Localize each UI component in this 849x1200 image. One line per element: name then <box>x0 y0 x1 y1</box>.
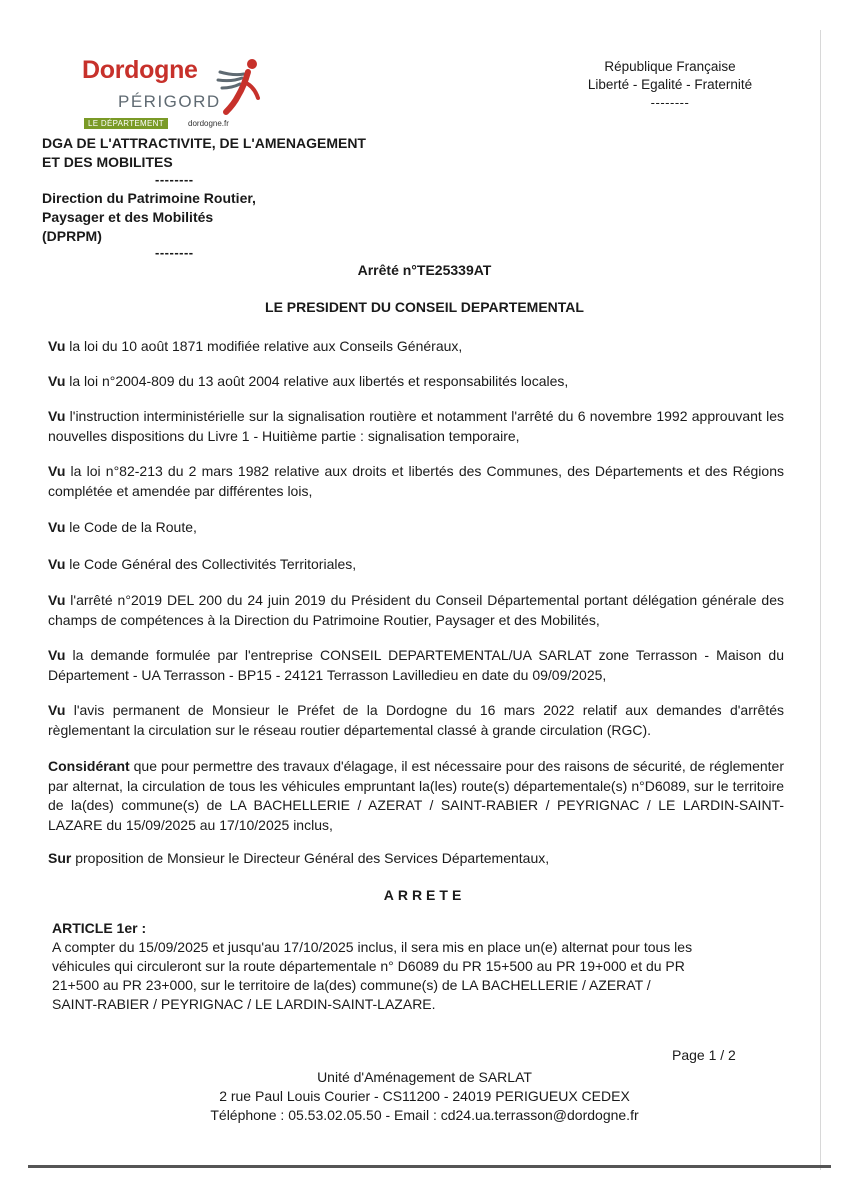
vu-paragraph <box>48 337 784 357</box>
bottom-rule <box>28 1165 831 1168</box>
dga-line-2: ET DES MOBILITES <box>42 154 173 170</box>
paragraph-lead: Vu <box>48 556 66 572</box>
vu-paragraph <box>48 518 784 538</box>
paragraph-lead: Considérant <box>48 758 130 774</box>
footer-unit: Unité d'Aménagement de SARLAT <box>317 1069 532 1085</box>
footer-address <box>0 1068 849 1125</box>
vu-paragraph <box>48 372 784 392</box>
paragraph-text: la loi n°82-213 du 2 mars 1982 relative aux droits et libertés des Communes, des Départements et des Régions complétée et amendée par différentes lois, <box>48 463 784 499</box>
paragraph-lead: Vu <box>48 373 66 389</box>
article-1-line: 21+500 au PR 23+000, sur le territoire de la(des) commune(s) de LA BACHELLERIE / AZERAT / <box>52 977 651 993</box>
paragraph-lead: Vu <box>48 647 66 663</box>
considerant-paragraph <box>48 757 784 835</box>
paragraph-text: la demande formulée par l'entreprise CONSEIL DEPARTEMENTAL/UA SARLAT zone Terrasson - Maison du Département - UA Terrasson - BP15 - 24121 Terrasson Lavilledieu en date du 09/09/2025, <box>48 647 784 683</box>
running-figure-icon <box>214 56 264 118</box>
republic-name: République Française <box>604 59 736 74</box>
arrete-heading: ARRETE <box>383 887 466 903</box>
article-1-line: A compter du 15/09/2025 et jusqu'au 17/10/2025 inclus, il sera mis en place un(e) alternat pour tous les <box>52 939 693 955</box>
vu-paragraph <box>48 555 784 575</box>
direction-line-3: (DPRPM) <box>42 228 102 244</box>
paragraph-text: l'arrêté n°2019 DEL 200 du 24 juin 2019 du Président du Conseil Départemental portant délégation générale des champs de compétences à la Direction du Patrimoine Routier, Paysager et des Mobilités, <box>48 592 784 628</box>
page-number: Page 1 / 2 <box>672 1047 736 1063</box>
separator-1: -------- <box>155 172 194 187</box>
paragraph-lead: Vu <box>48 408 66 424</box>
article-1-body <box>52 938 792 1014</box>
paragraph-lead: Vu <box>48 519 66 535</box>
scan-edge-line <box>820 30 821 1170</box>
direction-line-1: Direction du Patrimoine Routier, <box>42 190 256 206</box>
arrete-number: Arrêté n°TE25339AT <box>357 262 492 278</box>
dga-line-1: DGA DE L'ATTRACTIVITE, DE L'AMENAGEMENT <box>42 135 366 151</box>
vu-paragraph <box>48 646 784 685</box>
direction-line-2: Paysager et des Mobilités <box>42 209 214 225</box>
paragraph-text: proposition de Monsieur le Directeur Général des Services Départementaux, <box>71 850 550 866</box>
republic-motto <box>560 58 780 112</box>
paragraph-text: la loi du 10 août 1871 modifiée relative aux Conseils Généraux, <box>65 338 463 354</box>
vu-paragraph <box>48 591 784 630</box>
paragraph-lead: Vu <box>48 463 66 479</box>
article-1-title: ARTICLE 1er : <box>52 920 147 936</box>
paragraph-lead: Vu <box>48 592 66 608</box>
sur-paragraph <box>48 849 784 869</box>
paragraph-text: l'avis permanent de Monsieur le Préfet de la Dordogne du 16 mars 2022 relatif aux demandes d'arrêtés règlementant la circulation sur le réseau routier départemental classé à grande circulation (RGC). <box>48 702 784 738</box>
paragraph-text: le Code de la Route, <box>65 519 197 535</box>
dordogne-logo <box>82 56 262 134</box>
republic-motto-text: Liberté - Egalité - Fraternité <box>587 77 753 92</box>
paragraph-text: l'instruction interministérielle sur la signalisation routière et notamment l'arrêté du 6 novembre 1992 approuvant les nouvelles dispositions du Livre 1 - Huitième partie : signalisation temporaire, <box>48 408 784 444</box>
article-1-line: véhicules qui circuleront sur la route départementale n° D6089 du PR 15+500 au PR 19+000 et du PR <box>52 958 685 974</box>
logo-badge: LE DÉPARTEMENT <box>84 118 168 129</box>
paragraph-lead: Vu <box>48 338 66 354</box>
president-title: LE PRESIDENT DU CONSEIL DEPARTEMENTAL <box>265 299 584 315</box>
paragraph-text: que pour permettre des travaux d'élagage, il est nécessaire pour des raisons de sécurité, de réglementer par alternat, la circulation de tous les véhicules empruntant la(les) route(s) départementale(s) n°D6089, sur le territoire de la(des) commune(s) de LA BACHELLERIE / AZERAT / SAINT-RABIER / PEYRIGNAC / LE LARDIN-SAINT-LAZARE du 15/09/2025 au 17/10/2025 inclus, <box>48 758 784 833</box>
paragraph-text: le Code Général des Collectivités Territoriales, <box>65 556 357 572</box>
direction-heading <box>42 189 256 246</box>
republic-separator: -------- <box>650 95 690 110</box>
vu-paragraph <box>48 701 784 740</box>
footer-address-line: 2 rue Paul Louis Courier - CS11200 - 24019 PERIGUEUX CEDEX <box>219 1088 630 1104</box>
paragraph-lead: Sur <box>48 850 72 866</box>
logo-name: Dordogne <box>82 56 198 84</box>
footer-contact: Téléphone : 05.53.02.05.50 - Email : cd24.ua.terrasson@dordogne.fr <box>210 1107 639 1123</box>
separator-2: -------- <box>155 245 194 260</box>
article-1-line: SAINT-RABIER / PEYRIGNAC / LE LARDIN-SAINT-LAZARE. <box>52 996 436 1012</box>
logo-region: PÉRIGORD <box>118 92 221 111</box>
vu-paragraph <box>48 462 784 501</box>
paragraph-lead: Vu <box>48 702 66 718</box>
paragraph-text: la loi n°2004-809 du 13 août 2004 relative aux libertés et responsabilités locales, <box>65 373 569 389</box>
logo-url: dordogne.fr <box>188 119 229 128</box>
dga-heading <box>42 134 366 172</box>
vu-paragraph <box>48 407 784 446</box>
